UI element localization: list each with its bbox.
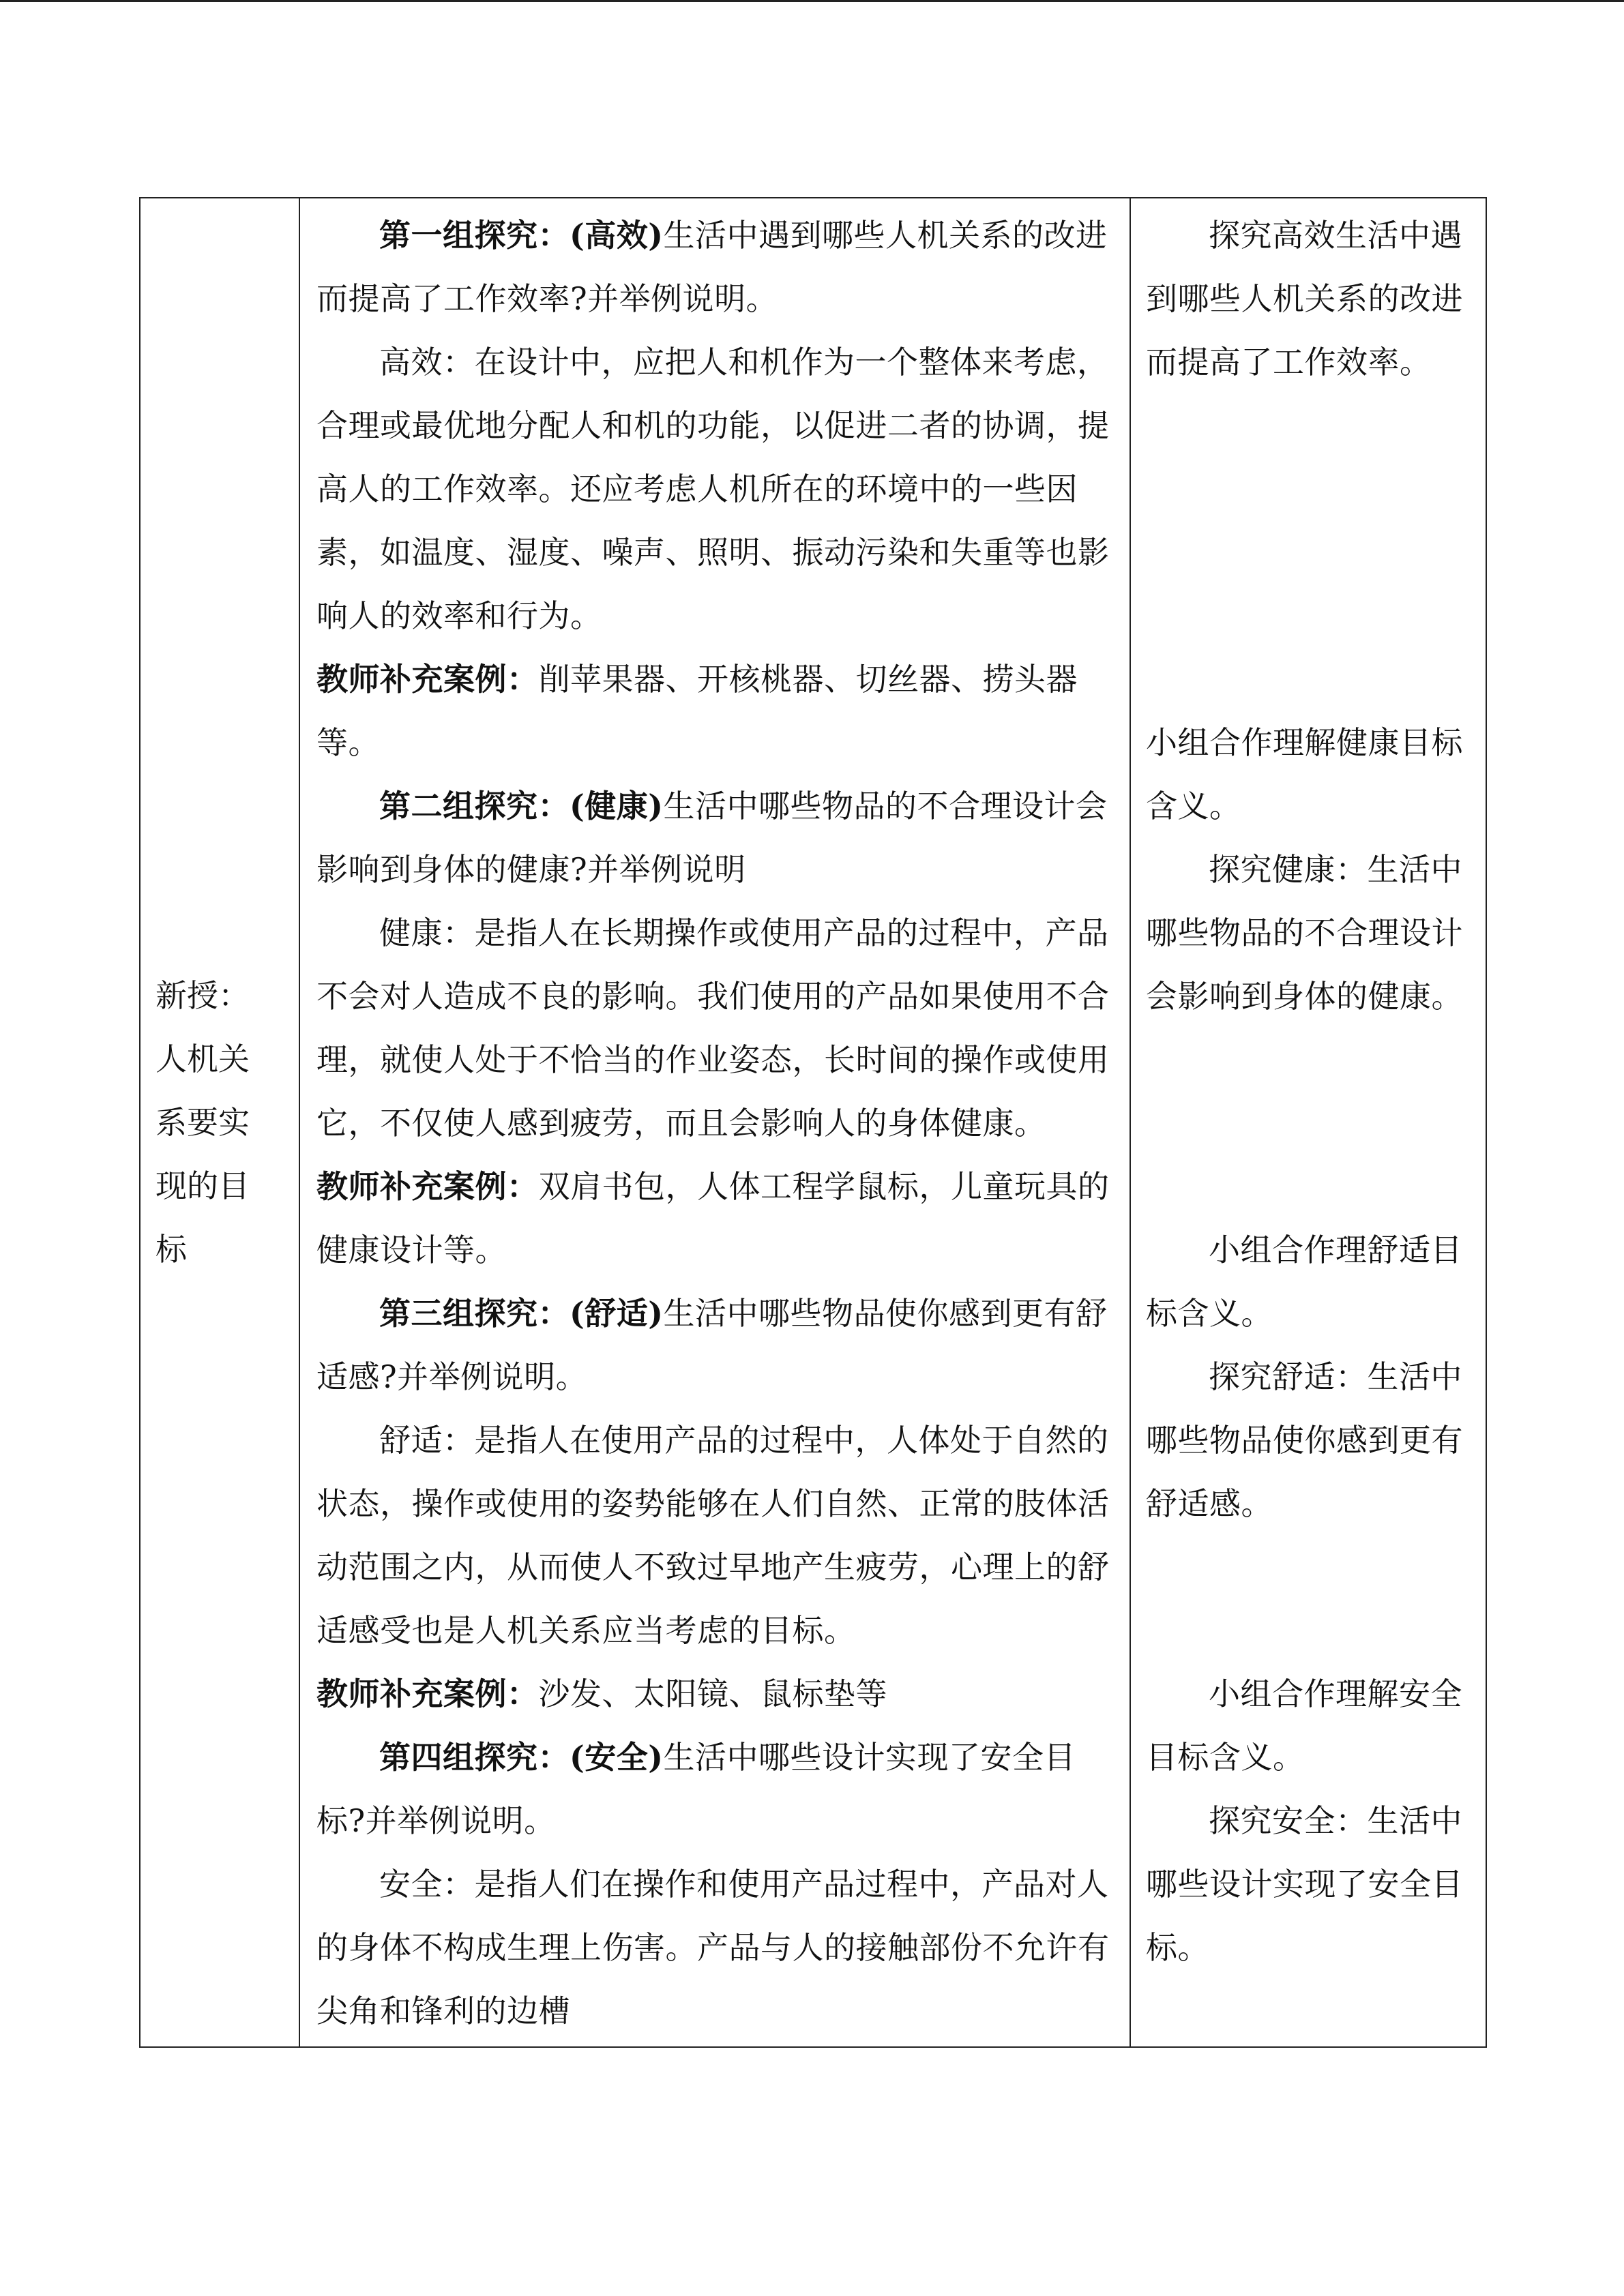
case-text: 双肩书包，人体工程学鼠标，儿童玩具的健康设计等。 [316, 1168, 1110, 1268]
stage-line: 新授： [156, 976, 250, 1014]
inquiry-text: 生活中哪些物品的不合理设计会影响到身体的健康?并举例说明 [316, 788, 1108, 888]
stage-line: 系要实 [156, 1103, 250, 1141]
inquiry-text: 生活中哪些设计实现了安全目标?并举例说明。 [316, 1739, 1076, 1839]
table-row [140, 198, 1486, 2047]
case-label: 教师补充案例： [316, 1675, 539, 1712]
case-label: 教师补充案例： [316, 1168, 539, 1205]
inquiry-label: 第三组探究：(舒适) [379, 1295, 664, 1332]
stage-line: 标 [156, 1230, 187, 1268]
stage-line: 现的目 [156, 1167, 250, 1204]
student-activity: 探究舒适：生活中哪些物品使你感到更有舒适感。 [1146, 1358, 1463, 1522]
case-paragraph [316, 1155, 1110, 1282]
inquiry-paragraph [316, 204, 1110, 331]
inquiry-paragraph [316, 1282, 1110, 1409]
definition-paragraph: 舒适：是指人在使用产品的过程中，人体处于自然的状态，操作或使用的姿势能够在人们自然、正常的肢体活动范围之内，从而使人不致过早地产生疲劳，心理上的舒适感受也是人机关系应当考虑的目标。 [316, 1422, 1110, 1649]
stage-line: 人机关 [156, 1040, 250, 1077]
definition-paragraph: 健康：是指人在长期操作或使用产品的过程中，产品不会对人造成不良的影响。我们使用的产品如果使用不合理，就使人处于不恰当的作业姿态，长时间的操作或使用它，不仅使人感到疲劳，而且会影响人的身体健康。 [316, 914, 1110, 1142]
case-paragraph [316, 648, 1110, 775]
definition-paragraph: 高效：在设计中，应把人和机作为一个整体来考虑，合理或最优地分配人和机的功能，以促进二者的协调，提高人的工作效率。还应考虑人机所在的环境中的一些因素，如温度、湿度、噪声、照明、振动污染和失重等也影响人的效率和行为。 [316, 344, 1110, 634]
student-activity: 小组合作理解健康目标含义。 [1146, 724, 1463, 824]
case-paragraph [316, 1663, 1110, 1726]
lesson-plan-table [139, 197, 1487, 2048]
case-label: 教师补充案例： [316, 661, 539, 698]
inquiry-text: 生活中哪些物品使你感到更有舒适感?并举例说明。 [316, 1295, 1108, 1395]
student-activity: 小组合作理舒适目标含义。 [1146, 1232, 1462, 1332]
student-activity: 小组合作理解安全目标含义。 [1146, 1675, 1462, 1776]
inquiry-text: 生活中遇到哪些人机关系的改进而提高了工作效率?并举例说明。 [316, 217, 1108, 317]
case-text: 削苹果器、开核桃器、切丝器、捞头器等。 [316, 661, 1078, 761]
student-activity: 探究安全：生活中哪些设计实现了安全目标。 [1146, 1802, 1463, 1966]
spacer [1146, 1536, 1473, 1663]
student-activity: 探究高效生活中遇到哪些人机关系的改进而提高了工作效率。 [1146, 217, 1463, 381]
inquiry-label: 第一组探究：(高效) [379, 217, 664, 254]
top-rule [0, 0, 1624, 2]
inquiry-label: 第四组探究：(安全) [379, 1739, 664, 1776]
stage-cell [140, 198, 299, 2047]
spacer [1146, 1028, 1473, 1219]
case-text: 沙发、太阳镜、鼠标垫等 [538, 1675, 887, 1712]
teacher-content-cell [299, 198, 1130, 2047]
spacer [1146, 394, 1473, 711]
inquiry-paragraph [316, 775, 1110, 901]
inquiry-paragraph [316, 1726, 1110, 1853]
definition-paragraph: 安全：是指人们在操作和使用产品过程中，产品对人的身体不构成生理上伤害。产品与人的接触部份不允许有尖角和锋利的边槽 [316, 1866, 1110, 2029]
stage-label [141, 964, 299, 1281]
inquiry-label: 第二组探究：(健康) [379, 788, 664, 824]
student-activity-cell [1130, 198, 1486, 2047]
student-activity: 探究健康：生活中哪些物品的不合理设计会影响到身体的健康。 [1146, 851, 1463, 1015]
